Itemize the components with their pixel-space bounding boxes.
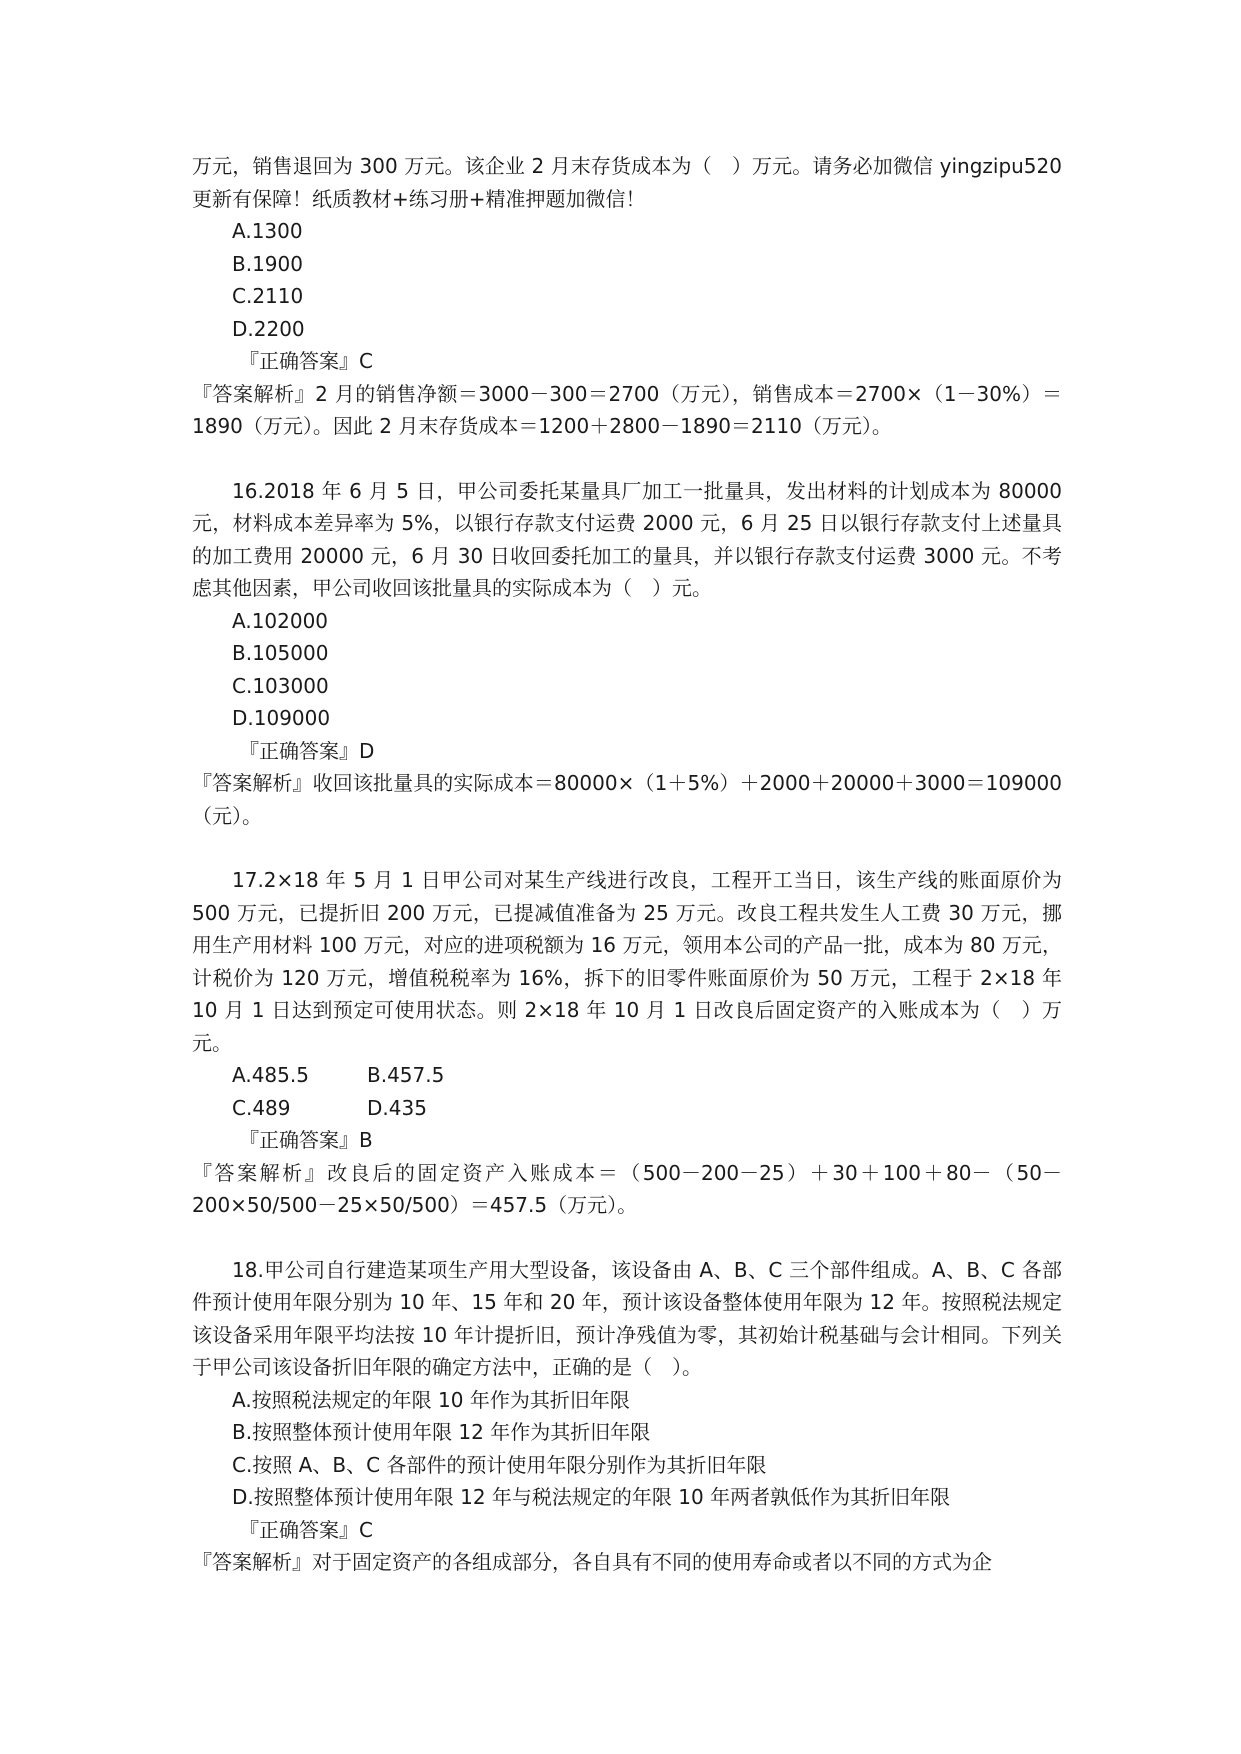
question-stem: 18.甲公司自行建造某项生产用大型设备，该设备由 A、B、C 三个部件组成。A、B、C 各部件预计使用年限分别为 10 年、15 年和 20 年，预计该设备整体使用年限为 12 年。按照税法规定该设备采用年限平均法按 10 年计提折旧，预计净残值为零，其初始计税基础与会计相同。下列关于甲公司该设备折旧年限的确定方法中，正确的是（ ）。 (192, 1257, 1062, 1379)
option-d: D.109000 (232, 706, 331, 730)
question-16 (192, 475, 1062, 833)
option-c: C.489 (232, 1095, 291, 1120)
question-15 (192, 150, 1062, 443)
correct-answer: 『正确答案』B (239, 1128, 373, 1152)
option-d: D.按照整体预计使用年限 12 年与税法规定的年限 10 年两者孰低作为其折旧年限 (232, 1485, 951, 1509)
question-17 (192, 864, 1062, 1222)
spacer (192, 443, 1062, 475)
question-stem: 17.2×18 年 5 月 1 日甲公司对某生产线进行改良，工程开工当日，该生产线的账面原价为 500 万元，已提折旧 200 万元，已提减值准备为 25 万元。改良工程共发生人工费 30 万元，挪用生产用材料 100 万元，对应的进项税额为 16 万元，领用本公司的产品一批，成本为 80 万元，计税价为 120 万元，增值税税率为 16%，拆下的旧零件账面原价为 50 万元，工程于 2×18 年 10 月 1 日达到预定可使用状态。则 2×18 年 10 月 1 日改良后固定资产的入账成本为（ ）万元。 (192, 868, 1062, 1055)
option-c: C.按照 A、B、C 各部件的预计使用年限分别作为其折旧年限 (232, 1452, 767, 1477)
answer-analysis: 『答案解析』对于固定资产的各组成部分，各自具有不同的使用寿命或者以不同的方式为企 (192, 1550, 992, 1574)
question-stem: 16.2018 年 6 月 5 日，甲公司委托某量具厂加工一批量具，发出材料的计划成本为 80000 元，材料成本差异率为 5%，以银行存款支付运费 2000 元，6 月 25 日以银行存款支付上述量具的加工费用 20000 元，6 月 30 日收回委托加工的量具，并以银行存款支付运费 3000 元。不考虑其他因素，甲公司收回该批量具的实际成本为（ ）元。 (192, 478, 1062, 600)
question-stem: 万元，销售退回为 300 万元。该企业 2 月末存货成本为（ ）万元。请务必加微信 yingzipu520 更新有保障！纸质教材+练习册+精准押题加微信！ (192, 154, 1062, 211)
correct-answer: 『正确答案』C (239, 349, 373, 373)
document-page (192, 150, 1062, 1579)
question-18 (192, 1254, 1062, 1579)
option-b: B.457.5 (367, 1063, 445, 1087)
option-b: B.1900 (232, 251, 303, 276)
option-c: C.103000 (232, 673, 329, 698)
option-c: C.2110 (232, 284, 304, 308)
option-row (192, 1059, 1062, 1092)
option-d: D.435 (367, 1095, 427, 1120)
option-d: D.2200 (232, 316, 305, 341)
option-a: A.1300 (232, 219, 303, 243)
spacer (192, 832, 1062, 864)
option-a: A.按照税法规定的年限 10 年作为其折旧年限 (232, 1387, 630, 1412)
option-a: A.102000 (232, 608, 329, 633)
correct-answer: 『正确答案』D (239, 738, 375, 763)
option-a: A.485.5 (232, 1063, 309, 1087)
spacer (192, 1222, 1062, 1254)
option-b: B.按照整体预计使用年限 12 年作为其折旧年限 (232, 1420, 651, 1444)
correct-answer: 『正确答案』C (239, 1517, 373, 1542)
option-row (192, 1092, 1062, 1125)
answer-analysis: 『答案解析』2 月的销售净额＝3000－300＝2700（万元），销售成本＝2700×（1－30%）＝1890（万元）。因此 2 月末存货成本＝1200＋2800－1890＝2110（万元）。 (192, 381, 1062, 438)
option-b: B.105000 (232, 641, 329, 665)
answer-analysis: 『答案解析』收回该批量具的实际成本＝80000×（1＋5%）＋2000＋20000＋3000＝109000（元）。 (192, 771, 1062, 828)
answer-analysis: 『答案解析』改良后的固定资产入账成本＝（500－200－25）＋30＋100＋80－（50－200×50/500－25×50/500）＝457.5（万元）。 (192, 1160, 1062, 1217)
